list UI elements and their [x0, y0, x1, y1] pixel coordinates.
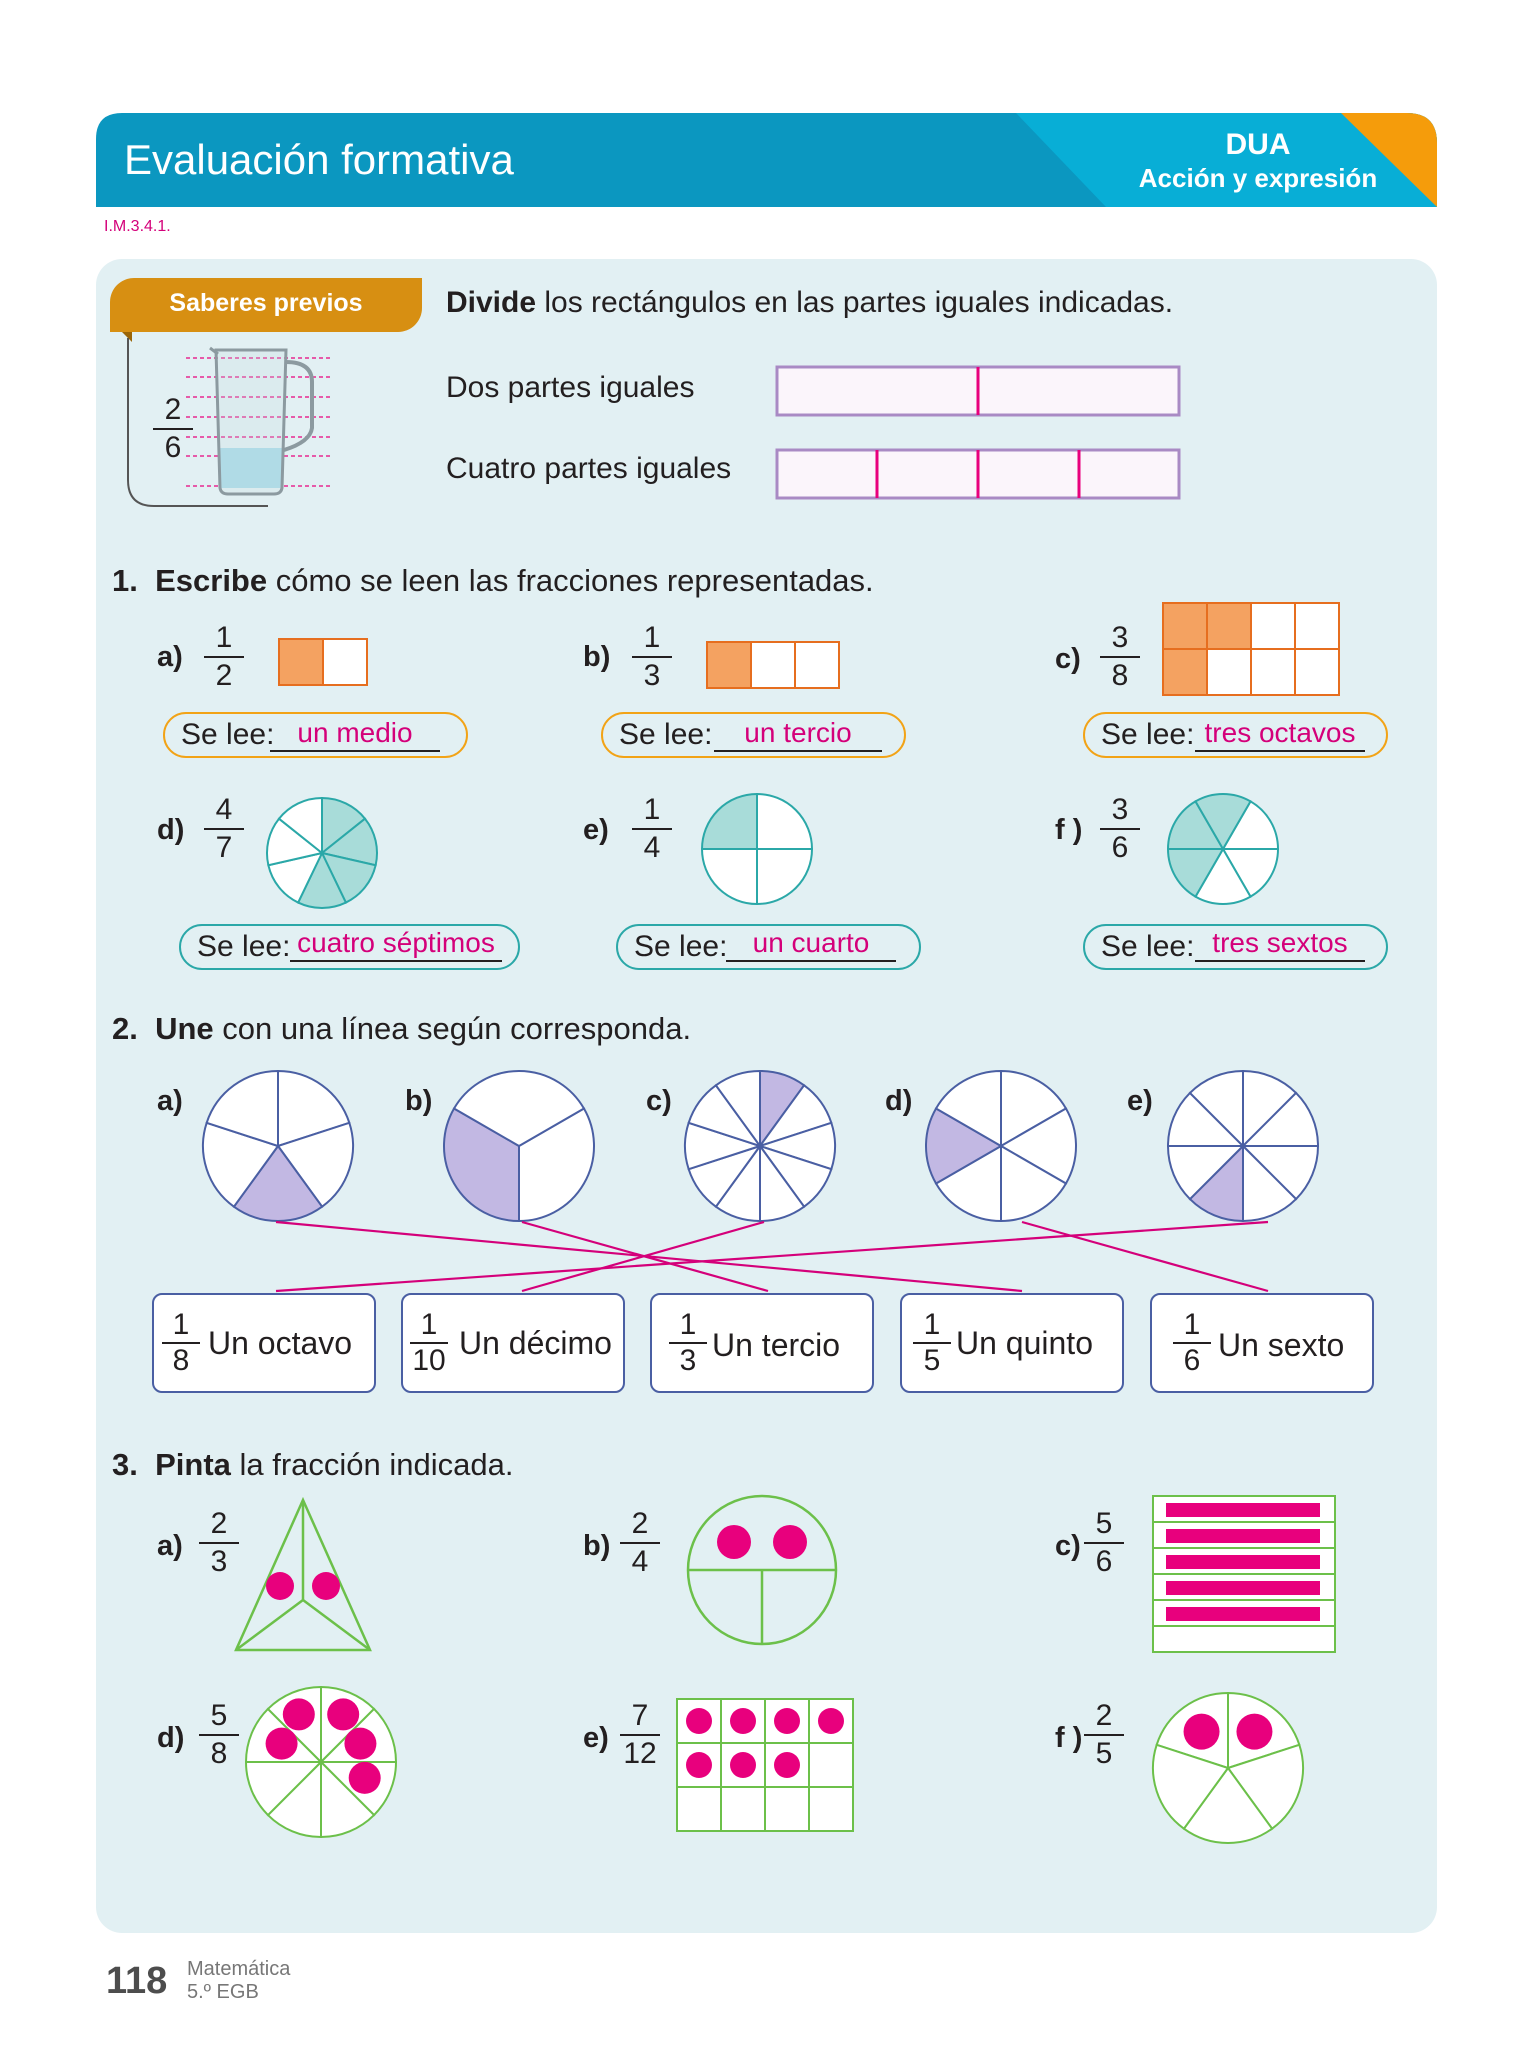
q1-c-answer[interactable]: tres octavos: [1195, 718, 1365, 752]
saberes-instruction: Divide los rectángulos en las partes iguales indicadas.: [446, 286, 1174, 319]
q1-f-letter: f ): [1055, 814, 1083, 846]
q2-c-letter: c): [646, 1085, 672, 1117]
q2-d-letter: d): [885, 1085, 913, 1117]
q3-c-fraction: $\frac{5}{6}$: [1084, 1506, 1124, 1580]
q3-f-letter: f ): [1055, 1722, 1083, 1754]
q3-d-fraction: $\frac{5}{8}$: [199, 1698, 239, 1772]
paint-dot: [1236, 1714, 1272, 1750]
q1-e-fraction: $\frac{1}{4}$: [632, 792, 672, 866]
q1-c-letter: c): [1055, 643, 1081, 675]
q2-card-quinto-fraction: 1 5: [913, 1308, 951, 1378]
q1-d-answer[interactable]: cuatro séptimos: [290, 928, 502, 962]
q2-b-letter: b): [405, 1085, 433, 1117]
paint-dot: [1184, 1714, 1220, 1750]
paint-dot: [349, 1762, 381, 1794]
q3-d-circle: [243, 1684, 399, 1840]
q1-heading: 1. Escribe cómo se leen las fracciones representadas.: [112, 563, 874, 598]
q2-card-quinto-text: Un quinto: [956, 1325, 1093, 1361]
dua-subtitle: Acción y expresión: [1138, 163, 1378, 193]
indicator-code: I.M.3.4.1.: [104, 218, 171, 235]
paint-dot: [266, 1728, 298, 1760]
saberes-previos-label: Saberes previos: [169, 289, 363, 317]
q3-b-letter: b): [583, 1530, 611, 1562]
q1-e-letter: e): [583, 814, 609, 846]
q3-a-triangle: [232, 1496, 374, 1654]
q3-e-grid: [675, 1697, 857, 1833]
footer-grade: 5.º EGB: [187, 1981, 259, 2003]
q2-card-decimo-fraction: 1 10: [410, 1308, 448, 1378]
paint-dot: [344, 1728, 376, 1760]
paint-dot: [327, 1698, 359, 1730]
q1-f-fraction: $\frac{3}{6}$: [1100, 792, 1140, 866]
q1-d-label: Se lee:: [197, 930, 291, 963]
q2-card-octavo-text: Un octavo: [208, 1325, 353, 1361]
q1-a-letter: a): [157, 641, 183, 673]
q3-d-letter: d): [157, 1722, 185, 1754]
q1-b-label: Se lee:: [619, 718, 713, 751]
q1-a-fraction: $\frac{1}{2}$: [204, 620, 244, 694]
paint-dot: [283, 1698, 315, 1730]
q1-e-label: Se lee:: [634, 930, 728, 963]
q1-b-answer[interactable]: un tercio: [714, 718, 882, 752]
q2-card-sexto-text: Un sexto: [1218, 1327, 1345, 1363]
q3-f-circle: [1150, 1690, 1306, 1846]
q2-card-decimo-text: Un décimo: [459, 1325, 612, 1361]
q2-card-sexto-fraction: 1 6: [1173, 1308, 1211, 1378]
q1-c-fraction: $\frac{3}{8}$: [1100, 620, 1140, 694]
dua-title: DUA: [1225, 128, 1291, 161]
q1-f-answer[interactable]: tres sextos: [1195, 928, 1365, 962]
q1-c-label: Se lee:: [1101, 718, 1195, 751]
q2-heading: 2. Une con una línea según corresponda.: [112, 1011, 692, 1046]
q3-a-letter: a): [157, 1530, 183, 1562]
q2-e-letter: e): [1127, 1085, 1153, 1117]
q3-e-letter: e): [583, 1722, 609, 1754]
q1-f-label: Se lee:: [1101, 930, 1195, 963]
page-title: Evaluación formativa: [124, 136, 514, 183]
q1-b-fraction: $\frac{1}{3}$: [632, 620, 672, 694]
q3-heading: 3. Pinta la fracción indicada.: [112, 1447, 514, 1482]
page-number: 118: [106, 1960, 168, 2002]
q1-e-answer[interactable]: un cuarto: [726, 928, 896, 962]
q2-card-octavo-fraction: 1 8: [162, 1308, 200, 1378]
q1-d-fraction: $\frac{4}{7}$: [204, 792, 244, 866]
q2-card-tercio-text: Un tercio: [712, 1327, 841, 1363]
q2-a-letter: a): [157, 1085, 183, 1117]
footer-subject: Matemática: [187, 1958, 291, 1980]
dos-partes-label: Dos partes iguales: [446, 371, 695, 404]
q2-card-tercio-fraction: 1 3: [669, 1308, 707, 1378]
q1-a-label: Se lee:: [181, 718, 275, 751]
q3-e-fraction: $\frac{7}{12}$: [620, 1698, 660, 1772]
q3-f-fraction: $\frac{2}{5}$: [1084, 1698, 1124, 1772]
q3-a-fraction: $\frac{2}{3}$: [199, 1506, 239, 1580]
q3-b-circle: [684, 1492, 840, 1648]
q3-c-letter: c): [1055, 1530, 1081, 1562]
q3-b-fraction: $\frac{2}{4}$: [620, 1506, 660, 1580]
saberes-fraction: $\frac{2}{6}$: [153, 392, 193, 466]
q1-a-answer[interactable]: un medio: [270, 718, 440, 752]
q3-c-bars: [1151, 1494, 1337, 1658]
q1-d-letter: d): [157, 814, 185, 846]
q1-b-letter: b): [583, 641, 611, 673]
cuatro-partes-label: Cuatro partes iguales: [446, 452, 732, 485]
